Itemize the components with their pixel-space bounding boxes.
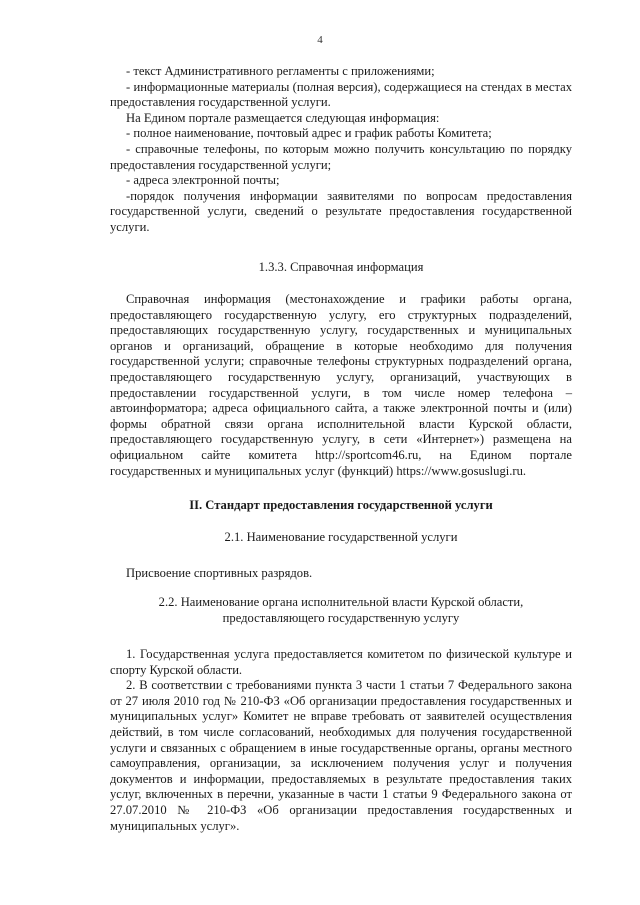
list-item: -порядок получения информации заявителями по вопросам предоставления государственной услуги, сведений о результате предоставления государственной услуги. xyxy=(110,188,572,234)
paragraph: На Едином портале размещается следующая информация: xyxy=(126,110,440,125)
service-provider-block xyxy=(110,647,572,834)
heading-line: предоставляющего государственную услугу xyxy=(222,610,460,625)
list-item: - полное наименование, почтовый адрес и график работы Комитета; xyxy=(126,126,492,141)
numbered-item: 2. В соответствии с требованиями пункта 3 части 1 статьи 7 Федерального закона от 27 июля 2010 год № 210-ФЗ «Об организации предоставления государственных и муниципальных услуг» Комитет не вправе требовать от заявителей осуществления действий, в том числе согласований, необходимых для получения государственной услуги и связанных с обращением в иные государственные органы, органы местного самоуправления, организации, за исключением получения услуг и получения документов и информации, предоставляемых в результате предоставления таких услуг, включенных в перечни, указанные в части 1 статьи 9 Федерального закона от 27.07.2010 № 210-ФЗ «Об организации предоставления государственных и муниципальных услуг». xyxy=(110,678,572,833)
reference-info-block xyxy=(110,292,572,479)
list-item: - информационные материалы (полная версия), содержащиеся на стендах в местах предоставления государственной услуги. xyxy=(110,79,572,110)
subsection-heading-2-1: 2.1. Наименование государственной услуги xyxy=(224,530,458,544)
subsection-heading-2-2 xyxy=(110,595,572,626)
section-heading-1-3-3: 1.3.3. Справочная информация xyxy=(258,260,424,274)
list-item: - адреса электронной почты; xyxy=(126,173,280,188)
service-name-text: Присвоение спортивных разрядов. xyxy=(126,566,313,580)
list-item: - текст Административного регламенты с приложениями; xyxy=(126,64,435,78)
page-number: 4 xyxy=(317,34,323,46)
heading-line: 2.2. Наименование органа исполнительной власти Курской области, xyxy=(158,595,524,609)
reference-info-paragraph: Справочная информация (местонахождение и графики работы органа, предоставляющего государственную услугу, его структурных подразделений, предоставляющих государственную услугу, государственных и муниципальных органов и организаций, обращение в которые необходимо для получения государственной услуги; справочные телефоны структурных подразделений органа, предоставляющего государственную услугу, организаций, участвующих в предоставлении государственной услуги, в том числе номер телефона – автоинформатора; адреса официального сайта, а также электронной почты и (или) формы обратной связи органа исполнительной власти Курской области, предоставляющего государственную услугу, в сети «Интернет») размещена на официальном сайте комитета http://sportcom46.ru, на Едином портале государственных и муниципальных услуг (функций) https://www.gosuslugi.ru. xyxy=(110,292,572,478)
numbered-item: 1. Государственная услуга предоставляется комитетом по физической культуре и спорту Курской области. xyxy=(110,647,572,677)
section-heading-2: II. Стандарт предоставления государственной услуги xyxy=(189,498,493,512)
list-item: - справочные телефоны, по которым можно получить консультацию по порядку предоставления государственной услуги; xyxy=(110,141,572,172)
intro-block xyxy=(110,64,572,236)
